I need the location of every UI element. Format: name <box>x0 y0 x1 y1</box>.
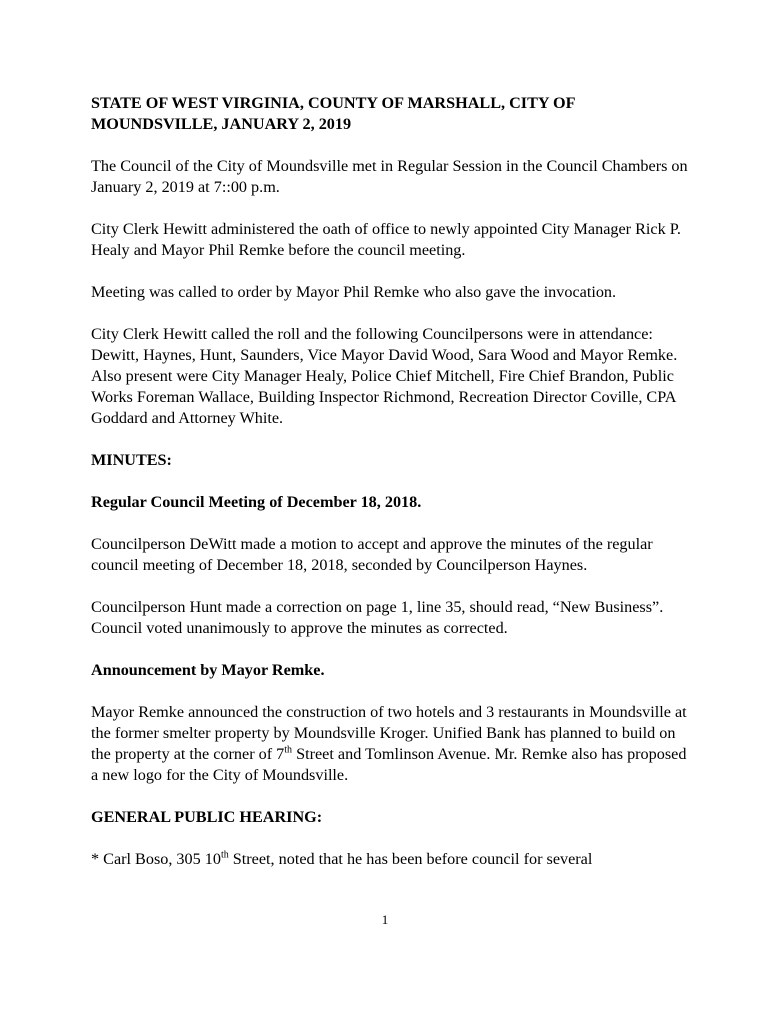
paragraph-motion: Councilperson DeWitt made a motion to accept and approve the minutes of the regular council meeting of December 18, 2018, seconded by Councilperson Haynes. <box>91 535 653 574</box>
heading-regular-meeting: Regular Council Meeting of December 18, 2018. <box>91 493 422 511</box>
page-number: 1 <box>381 912 389 927</box>
paragraph-correction: Councilperson Hunt made a correction on page 1, line 35, should read, “New Business”. Council voted unanimously to approve the minutes as corrected. <box>91 598 664 637</box>
heading-public-hearing: GENERAL PUBLIC HEARING: <box>91 808 323 826</box>
heading-minutes: MINUTES: <box>91 451 172 469</box>
boso-text-part-2: Street, noted that he has been before council for several <box>228 850 593 868</box>
document-body <box>91 93 691 891</box>
document-title: STATE OF WEST VIRGINIA, COUNTY OF MARSHALL, CITY OF MOUNDSVILLE, JANUARY 2, 2019 <box>91 94 575 133</box>
paragraph-announcement <box>91 702 691 786</box>
boso-text-part-1: * Carl Boso, 305 10 <box>91 850 221 868</box>
announcement-text-part-2: Street and Tomlinson Avenue. Mr. Remke also has proposed a new logo for the City of Moundsville. <box>91 745 687 784</box>
heading-announcement: Announcement by Mayor Remke. <box>91 661 325 679</box>
paragraph-carl-boso <box>91 849 691 870</box>
paragraph-session: The Council of the City of Moundsville met in Regular Session in the Council Chambers on January 2, 2019 at 7::00 p.m. <box>91 157 688 196</box>
paragraph-roll-call: City Clerk Hewitt called the roll and the following Councilpersons were in attendance: Dewitt, Haynes, Hunt, Saunders, Vice Mayor David Wood, Sara Wood and Mayor Remke. Also present were City Manager Healy, Police Chief Mitchell, Fire Chief Brandon, Public Works Foreman Wallace, Building Inspector Richmond, Recreation Director Coville, CPA Goddard and Attorney White. <box>91 325 678 427</box>
announcement-text-part-1: Mayor Remke announced the construction of two hotels and 3 restaurants in Moundsville at the former smelter property by Moundsville Kroger. Unified Bank has planned to build on the property at the corner of 7 <box>91 703 687 763</box>
paragraph-call-to-order: Meeting was called to order by Mayor Phil Remke who also gave the invocation. <box>91 283 617 301</box>
paragraph-oath: City Clerk Hewitt administered the oath of office to newly appointed City Manager Rick P. Healy and Mayor Phil Remke before the council meeting. <box>91 220 681 259</box>
announcement-superscript: th <box>284 744 293 756</box>
boso-superscript: th <box>220 849 229 861</box>
